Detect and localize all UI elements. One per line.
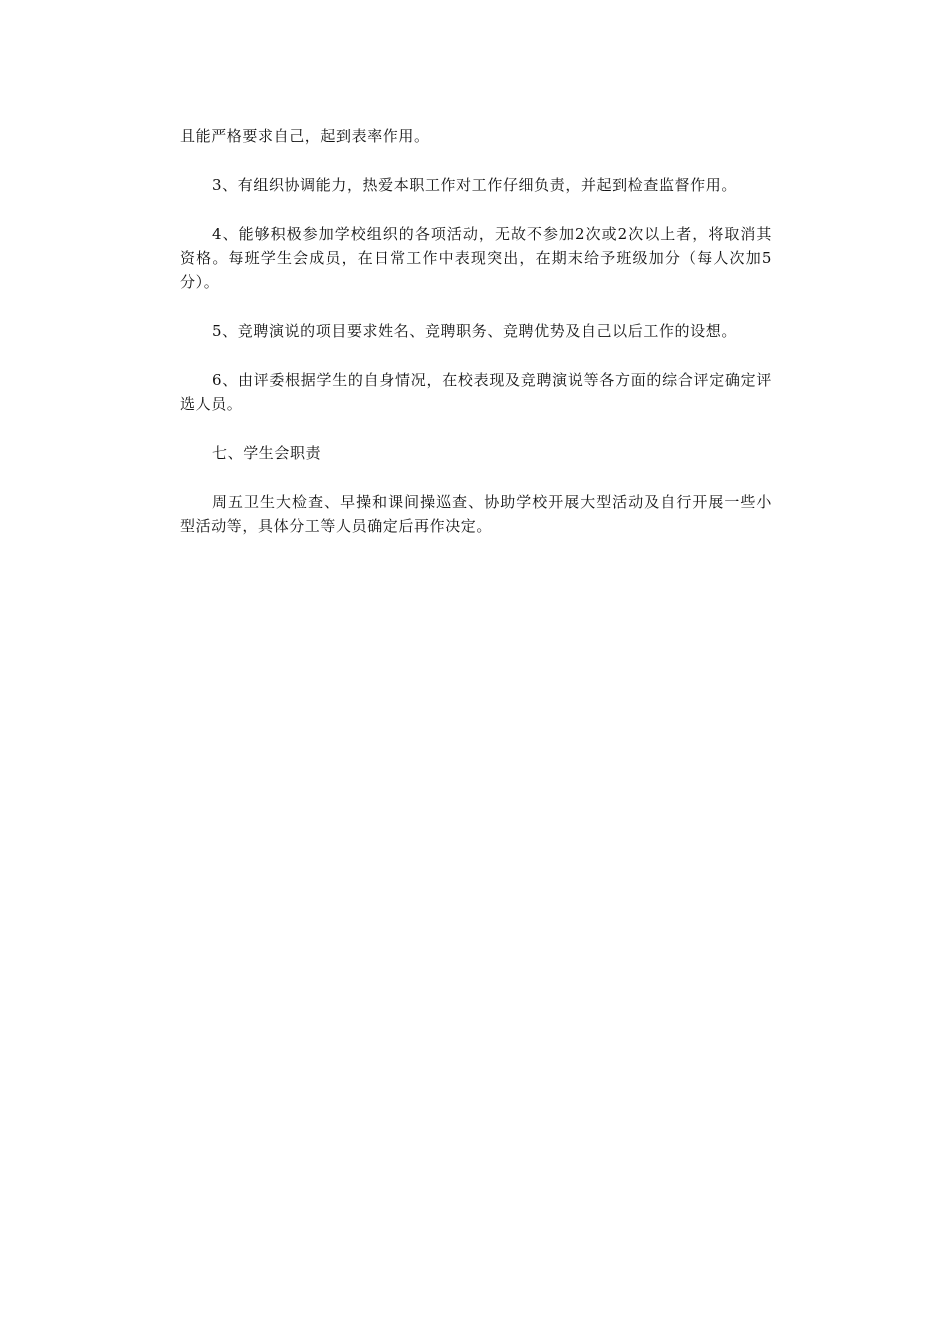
paragraph-item-5: 5、竞聘演说的项目要求姓名、竞聘职务、竞聘优势及自己以后工作的设想。	[212, 322, 737, 340]
document-body	[180, 124, 772, 538]
paragraph-item-4: 4、能够积极参加学校组织的各项活动，无故不参加2次或2次以上者，将取消其资格。每班学生会成员，在日常工作中表现突出，在期末给予班级加分（每人次加5分）。	[180, 225, 772, 291]
paragraph-item-3: 3、有组织协调能力，热爱本职工作对工作仔细负责，并起到检查监督作用。	[212, 176, 737, 194]
paragraph-duties: 周五卫生大检查、早操和课间操巡查、协助学校开展大型活动及自行开展一些小型活动等，具体分工等人员确定后再作决定。	[180, 493, 772, 535]
section-heading-7: 七、学生会职责	[212, 444, 322, 462]
paragraph-item-6: 6、由评委根据学生的自身情况，在校表现及竞聘演说等各方面的综合评定确定评选人员。	[180, 371, 772, 413]
paragraph-continuation: 且能严格要求自己，起到表率作用。	[180, 127, 430, 145]
